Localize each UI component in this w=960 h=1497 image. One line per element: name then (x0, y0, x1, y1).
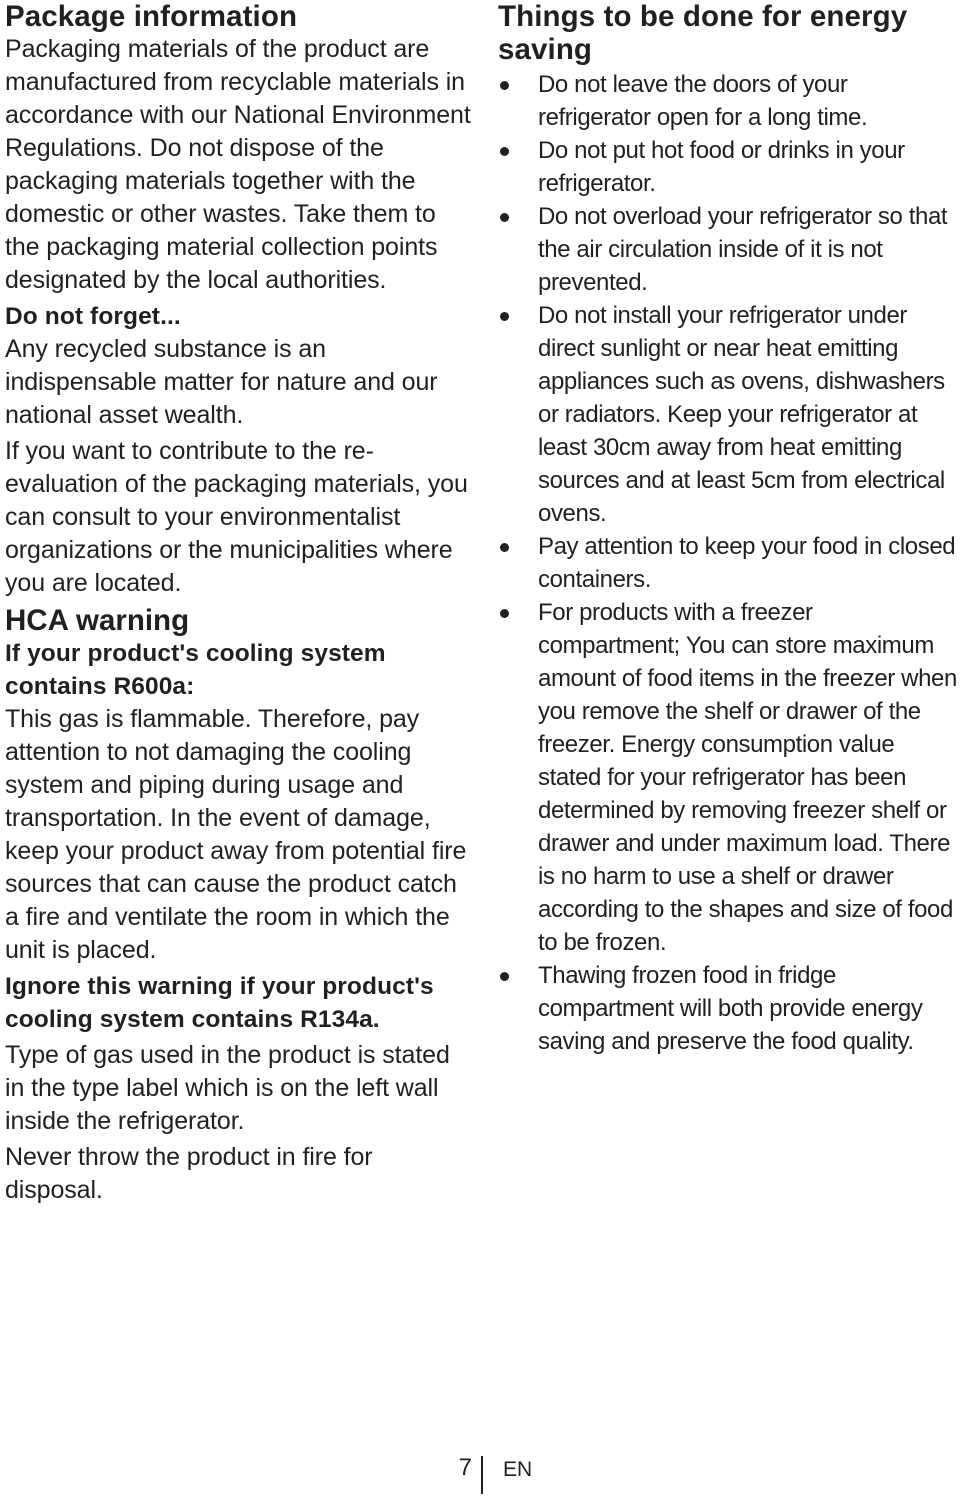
language-code: EN (503, 1458, 533, 1481)
bullet-icon (500, 972, 509, 981)
left-column (5, 0, 475, 1207)
recycled-substance-text: Any recycled substance is an indispensable matter for nature and our national asset wealth. (5, 335, 438, 429)
bullet-icon (500, 213, 509, 222)
right-column (498, 0, 960, 1058)
list-item-text: Thawing frozen food in fridge compartment will both provide energy saving and preserve the food quality. (538, 962, 923, 1055)
package-information-text: Packaging materials of the product are manufactured from recyclable materials in accordance with our National Environment Regulations. Do not dispose of the packaging materials together with the domestic or other wastes. Take them to the packaging material collection points designated by the local authorities. (5, 35, 471, 294)
list-item (498, 68, 960, 134)
list-item-text: Do not put hot food or drinks in your refrigerator. (538, 137, 905, 197)
bullet-icon (500, 609, 509, 618)
footer-divider (481, 1456, 483, 1494)
hca-warning-subheading: If your product's cooling system contains R600a: (5, 640, 386, 700)
bullet-icon (500, 312, 509, 321)
bullet-icon (500, 81, 509, 90)
list-item (498, 530, 960, 596)
list-item-text: For products with a freezer compartment; You can store maximum amount of food items in the freezer when you remove the shelf or drawer of the freezer. Energy consumption value stated for your refrigerator has been determined by removing freezer shelf or drawer and under maximum load. There is no harm to use a shelf or drawer according to the shapes and size of food to be frozen. (538, 599, 957, 956)
gas-type-text: Type of gas used in the product is stated in the type label which is on the left wall inside the refrigerator. (5, 1041, 450, 1135)
list-item-text: Do not leave the doors of your refrigerator open for a long time. (538, 71, 868, 131)
hca-warning-text: This gas is flammable. Therefore, pay attention to not damaging the cooling system and piping during usage and transportation. In the event of damage, keep your product away from potential fire sources that can cause the product catch a fire and ventilate the room in which the unit is placed. (5, 705, 467, 964)
bullet-icon (500, 543, 509, 552)
list-item (498, 134, 960, 200)
energy-saving-heading: Things to be done for energy saving (498, 0, 908, 66)
bullet-icon (500, 147, 509, 156)
list-item (498, 299, 960, 530)
list-item-text: Pay attention to keep your food in closed containers. (538, 533, 956, 593)
never-throw-text: Never throw the product in fire for disposal. (5, 1143, 373, 1204)
list-item (498, 200, 960, 299)
energy-saving-list (498, 68, 960, 1058)
page-footer (0, 1452, 960, 1492)
contribute-text: If you want to contribute to the re-evaluation of the packaging materials, you can consult to your environmentalist organizations or the municipalities where you are located. (5, 437, 468, 597)
do-not-forget-label: Do not forget... (5, 303, 181, 330)
page-number: 7 (458, 1454, 472, 1481)
list-item (498, 959, 960, 1058)
list-item-text: Do not install your refrigerator under direct sunlight or near heat emitting appliances such as ovens, dishwashers or radiators. Keep your refrigerator at least 30cm away from heat emitting sources and at least 5cm from electrical ovens. (538, 302, 945, 527)
list-item (498, 596, 960, 959)
list-item-text: Do not overload your refrigerator so that the air circulation inside of it is not prevented. (538, 203, 948, 296)
hca-warning-heading: HCA warning (5, 604, 190, 637)
package-information-heading: Package information (5, 0, 298, 33)
ignore-warning-text: Ignore this warning if your product's cooling system contains R134a. (5, 973, 434, 1033)
